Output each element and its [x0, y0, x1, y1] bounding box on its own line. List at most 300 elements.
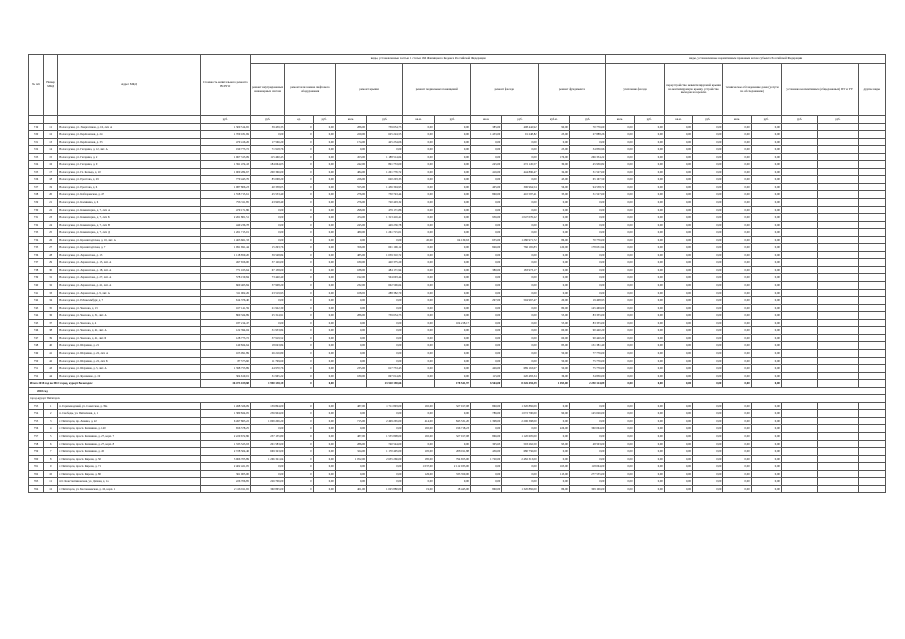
value-cell: 356,00 — [335, 244, 366, 252]
col-insulation-header: утепление фасада — [606, 64, 665, 116]
value-cell: 766 165,83 — [502, 244, 538, 252]
value-cell: 0,00 — [751, 138, 781, 146]
value-cell: 0,00 — [403, 214, 434, 222]
value-cell: 64 139,63 — [434, 236, 470, 244]
value-cell: 0 — [285, 319, 313, 327]
address-cell: Вологодская, ул. Коминтерна, д. 7, лит. Д — [58, 229, 200, 237]
value-cell: 0,00 — [634, 312, 664, 320]
value-cell: 0,00 — [634, 251, 664, 259]
value-cell: 0,00 — [502, 199, 538, 207]
value-cell: 0,00 — [664, 236, 692, 244]
total-value-cell: 1 990 138,19 — [251, 380, 285, 388]
value-cell: 0,00 — [606, 229, 634, 237]
value-cell: 23,00 — [538, 146, 569, 154]
value-cell: 0,00 — [538, 259, 569, 267]
value-cell: 235,00 — [335, 365, 366, 373]
value-cell: 19 — [44, 183, 58, 191]
value-cell: 304 619,01 — [200, 372, 250, 380]
value-cell: 7 — [44, 448, 58, 456]
value-cell: 0,00 — [751, 282, 781, 290]
table-row — [29, 297, 886, 305]
value-cell: 0,00 — [502, 146, 538, 154]
value-cell: 1 453,00 — [470, 131, 501, 139]
value-cell: 0 — [285, 440, 313, 448]
value-cell: 1 967 313,09 — [200, 153, 250, 161]
total-value-cell: 0,00 — [693, 380, 723, 388]
value-cell: 0,00 — [606, 410, 634, 418]
value-cell: 0,00 — [693, 410, 723, 418]
value-cell: 0,00 — [335, 146, 366, 154]
value-cell: 40 358,05 — [251, 183, 285, 191]
table-row — [29, 349, 886, 357]
value-cell: 0 — [285, 161, 313, 169]
total-row — [29, 380, 886, 388]
value-cell: 232,00 — [335, 282, 366, 290]
value-cell: 0,00 — [751, 176, 781, 184]
value-cell: 26 216,89 — [251, 349, 285, 357]
value-cell: 742 — [29, 297, 44, 305]
address-cell: Вологодская, ул. Чкалова, д. 13 — [58, 304, 200, 312]
value-cell: 0,00 — [313, 153, 335, 161]
total-value-cell: 1 493,00 — [538, 380, 569, 388]
value-cell: 0,00 — [723, 402, 751, 410]
value-cell: 0,00 — [367, 425, 403, 433]
value-cell: 891 753,00 — [367, 161, 403, 169]
value-cell: 0,00 — [313, 244, 335, 252]
value-cell: 0,00 — [664, 327, 692, 335]
value-cell: 0,00 — [434, 289, 470, 297]
value-cell: 0,00 — [434, 282, 470, 290]
value-cell: 0 — [285, 244, 313, 252]
value-cell: 0,00 — [434, 131, 470, 139]
value-cell: 0,00 — [634, 183, 664, 191]
total-value-cell: 0,00 — [313, 380, 335, 388]
value-cell: 34 856,96 — [569, 146, 605, 154]
value-cell: 655,00 — [470, 236, 501, 244]
value-cell: 0,00 — [313, 266, 335, 274]
value-cell: 0,00 — [751, 191, 781, 199]
value-cell: 0,00 — [434, 372, 470, 380]
value-cell: 0,00 — [606, 365, 634, 373]
value-cell: 485,00 — [335, 251, 366, 259]
value-cell: 0,00 — [723, 146, 751, 154]
value-cell: 669 343,00 — [251, 448, 285, 456]
value-cell: 0,00 — [723, 251, 751, 259]
value-cell: 0,00 — [693, 131, 723, 139]
table-row — [29, 372, 886, 380]
value-cell: 163,00 — [538, 463, 569, 471]
value-cell: 0,00 — [693, 183, 723, 191]
address-cell: Вологодская, ул. Шаумяна, д. 21 — [58, 342, 200, 350]
value-cell: 0,00 — [664, 138, 692, 146]
value-cell: 27 — [44, 244, 58, 252]
table-row — [29, 161, 886, 169]
value-cell: 0,00 — [403, 131, 434, 139]
value-cell: 0,00 — [751, 183, 781, 191]
address-cell: Вологодская, ул. Чкалова, д. 4 — [58, 319, 200, 327]
value-cell: 27 888,26 — [569, 131, 605, 139]
value-cell: 149 824,64 — [200, 342, 250, 350]
value-cell: 0,00 — [693, 123, 723, 131]
table-row — [29, 432, 886, 440]
value-cell: 759 — [29, 448, 44, 456]
value-cell: 0,00 — [434, 251, 470, 259]
value-cell: 0,00 — [502, 176, 538, 184]
value-cell: 0 — [285, 259, 313, 267]
value-cell: 2 728 504,46 — [200, 448, 250, 456]
unit-cell: руб. — [367, 116, 403, 124]
table-row — [29, 470, 886, 478]
value-cell: 43 928,49 — [251, 199, 285, 207]
value-cell: 0,00 — [403, 312, 434, 320]
col-pitched-header: переустройство невентилируемой крыши на вентилируемую крышу, устройство выходов на кровлю — [664, 64, 723, 116]
value-cell: 0,00 — [693, 448, 723, 456]
value-cell: 0,00 — [751, 168, 781, 176]
value-cell: 245,00 — [335, 221, 366, 229]
table-row — [29, 266, 886, 274]
col-house-header: Номер МКД — [44, 55, 58, 116]
value-cell: 0,00 — [634, 319, 664, 327]
value-cell: 0,00 — [723, 236, 751, 244]
value-cell: 0,00 — [723, 199, 751, 207]
value-cell: 12 — [44, 131, 58, 139]
col-roof-header: ремонт крыши — [335, 64, 403, 116]
value-cell: 21 — [44, 199, 58, 207]
value-cell: 0,00 — [251, 214, 285, 222]
value-cell: 0,00 — [434, 410, 470, 418]
value-cell: 0,00 — [502, 153, 538, 161]
value-cell: 745 — [29, 319, 44, 327]
value-cell: 724 — [29, 161, 44, 169]
value-cell: 0,00 — [313, 236, 335, 244]
value-cell: 20,00 — [538, 297, 569, 305]
value-cell: 18 — [44, 176, 58, 184]
value-cell: 0,00 — [634, 199, 664, 207]
value-cell: 0 — [285, 214, 313, 222]
value-cell: 594 967,47 — [502, 297, 538, 305]
value-cell: 0,00 — [470, 312, 501, 320]
value-cell: 697 014,81 — [367, 372, 403, 380]
value-cell: 771 163,64 — [200, 266, 250, 274]
value-cell: 0,00 — [723, 244, 751, 252]
value-cell: 65 167,50 — [569, 176, 605, 184]
value-cell: 0,00 — [251, 221, 285, 229]
value-cell: 0 — [285, 402, 313, 410]
value-cell: 0,00 — [538, 138, 569, 146]
value-cell: 722 — [29, 146, 44, 154]
value-cell: 0,00 — [434, 229, 470, 237]
value-cell: 51 527,60 — [569, 191, 605, 199]
value-cell: 0,00 — [723, 221, 751, 229]
value-cell: 0,00 — [367, 470, 403, 478]
value-cell: 1 009 206,20 — [251, 417, 285, 425]
value-cell: 0,00 — [313, 478, 335, 486]
value-cell: 0,00 — [634, 259, 664, 267]
value-cell: 0,00 — [313, 432, 335, 440]
value-cell: 6 — [44, 440, 58, 448]
value-cell: 324,00 — [335, 448, 366, 456]
value-cell: 190 773,72 — [200, 146, 250, 154]
value-cell: 0,00 — [403, 342, 434, 350]
value-cell: 480,00 — [335, 229, 366, 237]
table-row — [29, 327, 886, 335]
value-cell: 425 234,06 — [367, 138, 403, 146]
value-cell: 50,00 — [538, 349, 569, 357]
value-cell: 0,00 — [634, 274, 664, 282]
total-value-cell — [335, 380, 366, 388]
value-cell: 120,00 — [538, 244, 569, 252]
value-cell: 734 — [29, 236, 44, 244]
address-cell: Вологодская, ул. Берёзовская, д. 33 — [58, 138, 200, 146]
unit-cell: руб. — [434, 116, 470, 124]
value-cell: 36,00 — [538, 372, 569, 380]
value-cell: 0,00 — [606, 304, 634, 312]
table-row — [29, 282, 886, 290]
value-cell: 0,00 — [335, 342, 366, 350]
value-cell: 0,00 — [664, 334, 692, 342]
value-cell: 0,00 — [723, 153, 751, 161]
value-cell: 0,00 — [335, 304, 366, 312]
value-cell: 1 059 310,72 — [367, 251, 403, 259]
value-cell: 90,00 — [538, 410, 569, 418]
value-cell: 361 905,00 — [200, 470, 250, 478]
value-cell: 0,00 — [634, 463, 664, 471]
col-elevator-header: ремонт или замена лифтового оборудования — [285, 64, 335, 116]
value-cell: 24 — [44, 221, 58, 229]
value-cell: 0,00 — [313, 455, 335, 463]
address-cell: г. Пятигорск, просп. Калинина, д. 27, корп. 8 — [58, 440, 200, 448]
value-cell: 108,95 — [335, 289, 366, 297]
address-cell: Вологодская, ул. Гагарина, д. 9 — [58, 161, 200, 169]
value-cell: 0,00 — [634, 417, 664, 425]
value-cell: 0,00 — [434, 342, 470, 350]
capital-repair-table — [28, 54, 886, 493]
value-cell: 0,00 — [634, 221, 664, 229]
value-cell: 1 170 495,00 — [367, 448, 403, 456]
value-cell: 0,00 — [403, 251, 434, 259]
address-cell: Вологодская, ул. Кронштадтская, д. 7 — [58, 244, 200, 252]
value-cell: 0,00 — [723, 214, 751, 222]
value-cell: 11 — [44, 123, 58, 131]
value-cell: 0 — [285, 425, 313, 433]
value-cell: 0,00 — [723, 342, 751, 350]
value-cell: 1 025 880,00 — [367, 485, 403, 493]
table-row — [29, 402, 886, 410]
value-cell: 0,00 — [693, 146, 723, 154]
address-cell: г. Пятигорск, ул. Бесленеевская, д. 16, корп. 1 — [58, 485, 200, 493]
address-cell: Вологодская, ул. Кобзаревская, д. 47 — [58, 191, 200, 199]
value-cell: 311 902,26 — [200, 289, 250, 297]
value-cell: 0,00 — [664, 289, 692, 297]
value-cell: 0,00 — [502, 206, 538, 214]
value-cell: 730 — [29, 206, 44, 214]
value-cell: 0,00 — [313, 123, 335, 131]
value-cell: 0,00 — [335, 357, 366, 365]
value-cell: 0,00 — [313, 221, 335, 229]
address-cell: Вологодская, ул. Шаумяна, д. 22, лит. А — [58, 349, 200, 357]
value-cell: 145 469,00 — [569, 304, 605, 312]
total-value-cell: 0,00 — [751, 380, 781, 388]
value-cell: 15 293,76 — [251, 244, 285, 252]
unit-cell: руб. — [818, 116, 858, 124]
value-cell: 0,00 — [335, 478, 366, 486]
address-cell: Вологодская, ул. Гагарина, д. 12, лит. А — [58, 146, 200, 154]
value-cell: 1 300 514,65 — [200, 123, 250, 131]
value-cell: 0,00 — [403, 183, 434, 191]
unit-cell: кв.м. — [664, 116, 692, 124]
value-cell: 0,00 — [664, 274, 692, 282]
value-cell: 0,00 — [751, 463, 781, 471]
value-cell: 1 118 859,20 — [200, 251, 250, 259]
value-cell: 737 — [29, 259, 44, 267]
value-cell: 51 527,60 — [569, 168, 605, 176]
value-cell: 0,00 — [403, 365, 434, 373]
value-cell: 0,00 — [403, 289, 434, 297]
address-cell: Вологодская, ул. Лермонтова, д. 13 — [58, 251, 200, 259]
value-cell: 0 — [285, 417, 313, 425]
value-cell: 0,00 — [693, 251, 723, 259]
value-cell: 0,00 — [313, 425, 335, 433]
value-cell: 0,00 — [606, 176, 634, 184]
value-cell: 1 120 605,00 — [502, 432, 538, 440]
value-cell: 0,00 — [313, 161, 335, 169]
value-cell: 0,00 — [367, 319, 403, 327]
value-cell: 40 — [44, 342, 58, 350]
total-value-cell: 0,00 — [723, 380, 751, 388]
value-cell: 0,00 — [606, 440, 634, 448]
value-cell: 1 456 304,95 — [367, 183, 403, 191]
value-cell: 866,00 — [470, 432, 501, 440]
value-cell: 39 — [44, 334, 58, 342]
value-cell: 0,00 — [502, 425, 538, 433]
value-cell: 305,63 — [470, 440, 501, 448]
value-cell: 0,00 — [664, 365, 692, 373]
table-row — [29, 214, 886, 222]
value-cell: 0,00 — [313, 448, 335, 456]
value-cell: 0,00 — [634, 153, 664, 161]
value-cell: 0 — [285, 349, 313, 357]
value-cell: 751 — [29, 365, 44, 373]
value-cell: 487,00 — [335, 402, 366, 410]
value-cell: 0,00 — [502, 138, 538, 146]
value-cell: 0,00 — [664, 425, 692, 433]
value-cell: 0,00 — [313, 304, 335, 312]
table-row — [29, 221, 886, 229]
value-cell: 0,00 — [538, 289, 569, 297]
value-cell: 0,00 — [723, 448, 751, 456]
total-value-cell: 178 541,97 — [434, 380, 470, 388]
value-cell: 226,00 — [538, 425, 569, 433]
value-cell: 45 936,82 — [569, 161, 605, 169]
value-cell: 17 — [44, 168, 58, 176]
value-cell: 0,00 — [693, 168, 723, 176]
table-row — [29, 312, 886, 320]
value-cell: 0,00 — [664, 478, 692, 486]
value-cell: 0,00 — [606, 485, 634, 493]
address-cell: Вологодская, ул. Лермонтова, д. 18, лит. А — [58, 266, 200, 274]
value-cell: 26 — [44, 236, 58, 244]
table-row — [29, 357, 886, 365]
value-cell: 0,00 — [634, 402, 664, 410]
value-cell: 0,00 — [313, 229, 335, 237]
total-value-cell: 0,00 — [664, 380, 692, 388]
value-cell: 0 — [285, 485, 313, 493]
value-cell: 0,00 — [569, 199, 605, 207]
value-cell: 0,00 — [634, 485, 664, 493]
value-cell: 0,00 — [251, 319, 285, 327]
value-cell: 0,00 — [693, 221, 723, 229]
value-cell: 0,00 — [693, 470, 723, 478]
value-cell: 0,00 — [313, 417, 335, 425]
value-cell: 723 — [29, 153, 44, 161]
value-cell: 1 266 321,64 — [251, 455, 285, 463]
value-cell: 1 711 893,00 — [367, 402, 403, 410]
address-cell: г. Пятигорск, просп. Калинина, д. 45 — [58, 448, 200, 456]
value-cell: 0,00 — [693, 282, 723, 290]
value-cell: 0,00 — [664, 357, 692, 365]
value-cell: 0,00 — [335, 463, 366, 471]
value-cell: 118 064,00 — [569, 463, 605, 471]
value-cell: 0 — [285, 138, 313, 146]
value-cell: 0 — [285, 146, 313, 154]
value-cell: 0,00 — [538, 221, 569, 229]
value-cell: 94 558,72 — [569, 183, 605, 191]
table-row — [29, 463, 886, 471]
table-row — [29, 138, 886, 146]
value-cell: 1 398,00 — [470, 417, 501, 425]
value-cell: 48 503,00 — [569, 440, 605, 448]
value-cell: 0,00 — [606, 327, 634, 335]
value-cell: 0,00 — [664, 153, 692, 161]
value-cell: 0,00 — [313, 312, 335, 320]
value-cell: 0,00 — [403, 153, 434, 161]
value-cell: 0,00 — [606, 349, 634, 357]
table-row — [29, 244, 886, 252]
value-cell: 0,00 — [751, 425, 781, 433]
value-cell: 19 408,93 — [569, 297, 605, 305]
value-cell: 0 — [285, 327, 313, 335]
value-cell: 196 718,23 — [434, 425, 470, 433]
value-cell: 449 236,78 — [367, 221, 403, 229]
address-cell: г. Пятигорск, просп. Кирова, д. 80 — [58, 470, 200, 478]
value-cell: 0,00 — [470, 357, 501, 365]
value-cell: 0,00 — [502, 229, 538, 237]
table-row — [29, 448, 886, 456]
value-cell: 0,00 — [664, 319, 692, 327]
value-cell: 0,00 — [606, 425, 634, 433]
value-cell: 0,00 — [434, 327, 470, 335]
value-cell: 23 — [44, 214, 58, 222]
value-cell: 0,00 — [335, 236, 366, 244]
value-cell: 298,00 — [335, 206, 366, 214]
value-cell: 760 — [29, 455, 44, 463]
value-cell: 0,00 — [751, 349, 781, 357]
value-cell: 75 776,00 — [569, 357, 605, 365]
value-cell: 0,00 — [664, 297, 692, 305]
value-cell: 0,00 — [313, 259, 335, 267]
value-cell: 0,00 — [403, 319, 434, 327]
value-cell: 1 072 790,00 — [502, 410, 538, 418]
value-cell: 0,00 — [693, 274, 723, 282]
value-cell: 0,00 — [470, 138, 501, 146]
address-cell: г. Пятигорск, просп. Калинина, д. 140 — [58, 425, 200, 433]
table-row — [29, 342, 886, 350]
value-cell: 0,00 — [538, 266, 569, 274]
unit-cell: кв.м. — [335, 116, 366, 124]
value-cell: 0,00 — [693, 440, 723, 448]
value-cell: 0,00 — [634, 168, 664, 176]
value-cell: 0,00 — [664, 214, 692, 222]
